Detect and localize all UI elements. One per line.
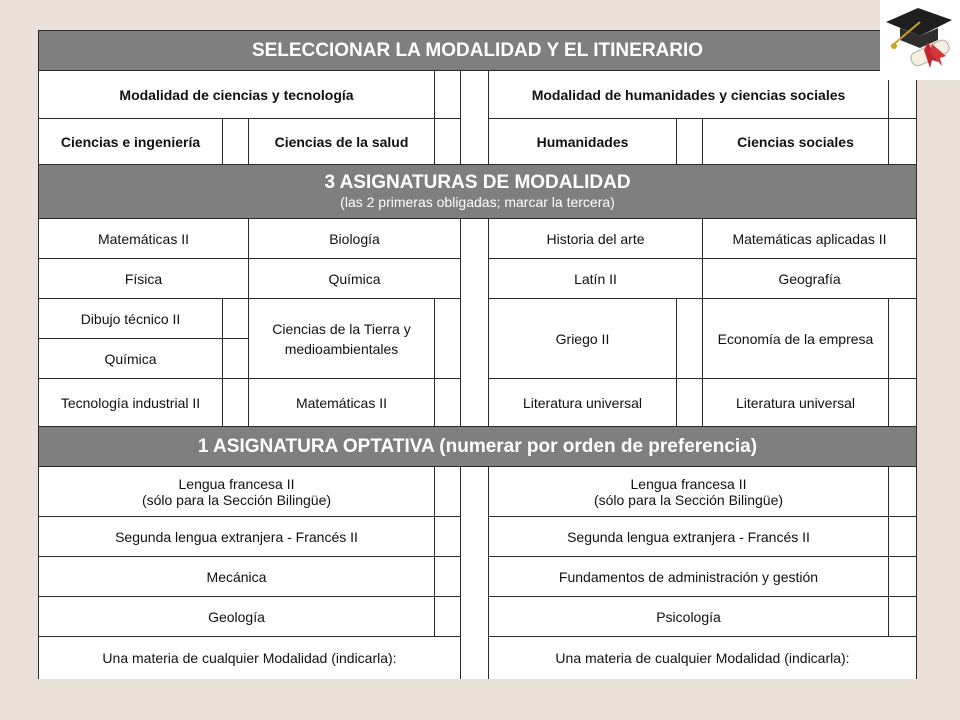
modality-sciences-checkbox[interactable]: [435, 71, 461, 119]
itinerary-social-label: Ciencias sociales: [703, 119, 889, 165]
optional-subject-cell: Psicología: [489, 597, 889, 637]
subject-checkbox[interactable]: [677, 299, 703, 379]
spacer-column: [461, 467, 489, 679]
modality-sciences-label: Modalidad de ciencias y tecnología: [39, 71, 435, 119]
optional-rank-box[interactable]: [435, 467, 461, 517]
subject-checkbox[interactable]: [435, 379, 461, 427]
subject-cell: Economía de la empresa: [703, 299, 889, 379]
subject-cell: Geografía: [703, 259, 917, 299]
optional-rank-box[interactable]: [435, 517, 461, 557]
modality-subjects-subheading: (las 2 primeras obligadas; marcar la tercera): [340, 194, 615, 210]
optional-subject-label: Lengua francesa II: [630, 475, 747, 492]
subject-checkbox[interactable]: [435, 299, 461, 379]
optional-subject-cell: [39, 467, 435, 517]
modality-humanities-label: Modalidad de humanidades y ciencias sociales: [489, 71, 889, 119]
subject-cell: Matemáticas II: [249, 379, 435, 427]
subject-cell: Biología: [249, 219, 461, 259]
enrollment-form-table: [38, 30, 917, 679]
subject-checkbox[interactable]: [223, 299, 249, 339]
optional-subject-note: (sólo para la Sección Bilingüe): [141, 491, 332, 508]
subject-checkbox[interactable]: [889, 299, 917, 379]
modality-subjects-header: [39, 165, 917, 219]
optional-subject-cell: [489, 467, 889, 517]
subject-cell: Historia del arte: [489, 219, 703, 259]
subject-cell: Ciencias de la Tierra y medioambientales: [249, 299, 435, 379]
optional-subject-cell: Segunda lengua extranjera - Francés II: [489, 517, 889, 557]
optional-subject-cell: Geología: [39, 597, 435, 637]
subject-cell: Física: [39, 259, 249, 299]
itinerary-health-label: Ciencias de la salud: [249, 119, 435, 165]
optional-subjects-heading: 1 ASIGNATURA OPTATIVA (numerar por orden de preferencia): [39, 427, 917, 467]
itinerary-humanities-checkbox[interactable]: [677, 119, 703, 165]
spacer-column: [461, 71, 489, 165]
subject-checkbox[interactable]: [223, 339, 249, 379]
optional-subject-cell: Segunda lengua extranjera - Francés II: [39, 517, 435, 557]
optional-rank-box[interactable]: [889, 517, 917, 557]
optional-rank-box[interactable]: [889, 597, 917, 637]
optional-subject-cell: Mecánica: [39, 557, 435, 597]
itinerary-engineering-label: Ciencias e ingeniería: [39, 119, 223, 165]
other-subject-field[interactable]: Una materia de cualquier Modalidad (indicarla):: [489, 637, 917, 679]
graduation-cap-diploma-icon: [880, 0, 960, 80]
subject-cell: Matemáticas II: [39, 219, 249, 259]
subject-cell: Griego II: [489, 299, 677, 379]
subject-cell: Dibujo técnico II: [39, 299, 223, 339]
other-subject-field[interactable]: Una materia de cualquier Modalidad (indicarla):: [39, 637, 461, 679]
form-title: SELECCIONAR LA MODALIDAD Y EL ITINERARIO: [39, 31, 917, 71]
optional-rank-box[interactable]: [889, 557, 917, 597]
subject-cell: Matemáticas aplicadas II: [703, 219, 917, 259]
subject-checkbox[interactable]: [889, 379, 917, 427]
subject-cell: Química: [249, 259, 461, 299]
optional-subject-note: (sólo para la Sección Bilingüe): [593, 491, 784, 508]
modality-subjects-heading: 3 ASIGNATURAS DE MODALIDAD: [324, 172, 631, 193]
subject-cell: Latín II: [489, 259, 703, 299]
optional-rank-box[interactable]: [435, 597, 461, 637]
optional-subject-label: Lengua francesa II: [178, 475, 295, 492]
subject-checkbox[interactable]: [223, 379, 249, 427]
subject-cell: Química: [39, 339, 223, 379]
itinerary-humanities-label: Humanidades: [489, 119, 677, 165]
itinerary-health-checkbox[interactable]: [435, 119, 461, 165]
subject-cell: Literatura universal: [489, 379, 677, 427]
subject-checkbox[interactable]: [677, 379, 703, 427]
itinerary-engineering-checkbox[interactable]: [223, 119, 249, 165]
optional-rank-box[interactable]: [435, 557, 461, 597]
optional-subject-cell: Fundamentos de administración y gestión: [489, 557, 889, 597]
optional-rank-box[interactable]: [889, 467, 917, 517]
subject-cell: Tecnología industrial II: [39, 379, 223, 427]
itinerary-social-checkbox[interactable]: [889, 119, 917, 165]
graduation-cap-diploma-icon: [880, 0, 960, 80]
subject-cell: Literatura universal: [703, 379, 889, 427]
spacer-column: [461, 219, 489, 427]
